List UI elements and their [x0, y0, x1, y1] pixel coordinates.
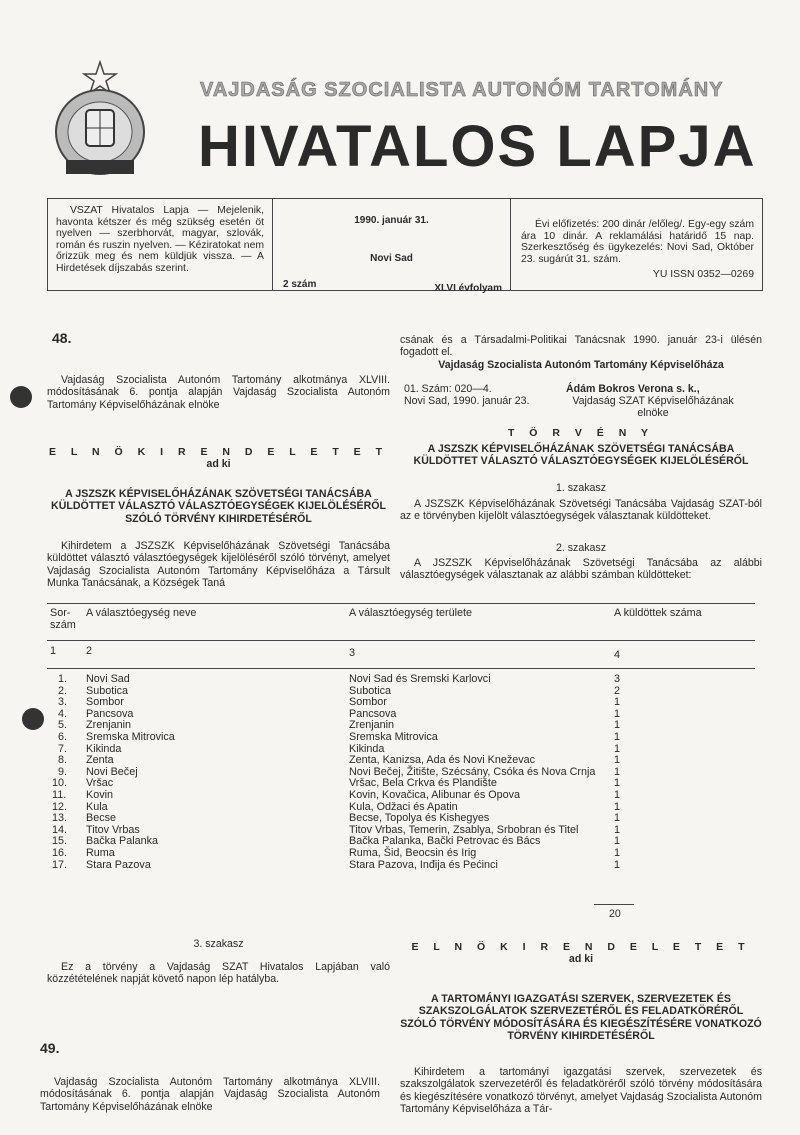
cell-serial: 2. — [58, 684, 68, 697]
cell-count: 1 — [614, 754, 621, 767]
publication-info-box — [47, 198, 763, 294]
binder-hole — [10, 386, 32, 408]
title-48: A JSZSZK KÉPVISELŐHÁZÁNAK SZÖVETSÉGI TANÁCSÁBA KÜLDÖTTET VÁLASZTÓ VÁLASZTÓEGYSÉGEK KIJELÖLÉSÉRŐL SZÓLÓ TÖRVÉNY KIHIRDETÉSÉRŐL — [51, 488, 386, 525]
header-area: A választóegység területe — [349, 607, 473, 619]
cell-serial: 12. — [52, 800, 68, 813]
cell-area: Ruma, Šid, Beocsin és Irig — [349, 846, 477, 859]
cell-serial: 16. — [52, 846, 68, 859]
cell-count: 1 — [614, 777, 621, 790]
table-row — [50, 709, 762, 721]
cell-count: 1 — [614, 730, 621, 743]
cell-count: 1 — [614, 765, 621, 778]
publication-notice: VSZAT Hivatalos Lapja — Mejelenik, havonta kétszer és még szükség esetén öt nyelven — szerbhorvát, magyar, szlovák, román és ruszin nyelven. — Kéziratokat nem őrizzük meg és nem küldjük vissza. — A Hirdetések díjszabás szerint. — [48, 199, 273, 290]
reference-date: Novi Sad, 1990. január 23. — [404, 395, 530, 407]
table-row — [50, 755, 762, 767]
cell-area: Stara Pazova, Inđija és Pećinci — [349, 858, 498, 871]
cell-name: Titov Vrbas — [86, 823, 140, 836]
section-1-heading: 1. szakasz — [555, 482, 607, 494]
cell-count: 2 — [614, 684, 621, 697]
title-49: A TARTOMÁNYI IGAZGATÁSI SZERVEK, SZERVEZETEK ÉS SZAKSZOLGÁLATOK SZERVEZETÉRŐL ÉS FELADATKÖRÉRŐL SZÓLÓ TÖRVÉNY MÓDOSÍTÁSÁRA ÉS KIEGÉSZÍTÉSÉRE VONATKOZÓ TÖRVÉNY KIHIRDETÉSÉRŐL — [400, 993, 762, 1043]
section-number-49: 49. — [40, 1040, 60, 1056]
cell-name: Kovin — [86, 788, 114, 801]
cell-area: Kovin, Kovačica, Alibunar és Opova — [349, 788, 521, 801]
cell-serial: 5. — [58, 719, 68, 732]
table-row — [50, 674, 762, 686]
issue-info — [273, 199, 511, 294]
table-row — [50, 697, 762, 709]
cell-serial: 7. — [58, 742, 68, 755]
signer-body: Vajdaság Szocialista Autonóm Tartomány Képviselőháza — [438, 359, 724, 371]
cell-area: Pancsova — [349, 707, 397, 720]
body-48-continued: csának és a Társadalmi-Politikai Tanácsnak 1990. január 23-i ülésén fogadott el. — [400, 334, 762, 359]
decree-heading-49: E L N Ö K I R E N D E L E T E T — [411, 941, 751, 953]
cell-area: Becse, Topolya és Kishegyes — [349, 812, 490, 825]
issue-date: 1990. január 31. — [354, 215, 429, 226]
cell-area: Novi Sad és Sremski Karlovci — [349, 673, 491, 685]
table-row — [50, 813, 762, 825]
body-48: Kihirdetem a JSZSZK Képviselőházának Szövetségi Tanácsába küldöttet választó választóegységek kijelöléséről szóló törvényt, amelyet Vajdaság Szocialista Autonóm Tartomány Képviselőháza a Társult Munka Tanácsának, a Községek Taná — [47, 540, 390, 590]
section-number-48: 48. — [52, 330, 72, 346]
column-number-row — [50, 642, 762, 674]
issue-volume: XLVI évfolyam — [434, 283, 502, 294]
cell-count: 1 — [614, 812, 621, 825]
cell-count: 1 — [614, 800, 621, 813]
coat-of-arms-emblem — [52, 60, 148, 186]
cell-count: 1 — [614, 719, 621, 732]
cell-name: Sombor — [86, 696, 124, 709]
total-delegates: 20 — [609, 908, 621, 920]
section-1-text: A JSZSZK Képviselőházának Szövetségi Tanácsába Vajdaság SZAT-ból az e törvényben kijelölt választóegységek választanak küldötteket. — [400, 498, 762, 523]
cell-area: Sremska Mitrovica — [349, 730, 438, 743]
section-3-heading: 3. szakasz — [193, 938, 244, 950]
cell-serial: 3. — [58, 696, 68, 709]
cell-serial: 15. — [52, 835, 68, 848]
cell-area: Titov Vrbas, Temerin, Zsablya, Srbobran és Titel — [349, 823, 579, 836]
cell-serial: 9. — [58, 765, 68, 778]
issn: YU ISSN 0352—0269 — [652, 269, 754, 281]
header-name: A választóegység neve — [86, 607, 197, 619]
cell-count: 1 — [614, 742, 621, 755]
cell-count: 1 — [614, 823, 621, 836]
cell-area: Kikinda — [349, 742, 385, 755]
cell-area: Vršac, Bela Crkva és Plandište — [349, 777, 497, 790]
cell-area: Sombor — [349, 696, 387, 709]
cell-name: Kikinda — [86, 742, 122, 755]
body-49: Kihirdetem a tartományi igazgatási szervek, szervezetek és szakszolgálatok szervezetéről és feladatköréről szóló törvény módosítására és kiegészítésére vonatkozó törvényt, amelyet Vajdaság Szocialista Autonóm Tartomány Képviselőháza a Tár- — [400, 1066, 762, 1116]
cell-area: Subotica — [349, 684, 392, 697]
cell-serial: 11. — [52, 788, 67, 801]
column-number: 2 — [86, 645, 93, 657]
section-3-text: Ez a törvény a Vajdaság SZAT Hivatalos Lapjában való közzétételének napját követő napon lép hatályba. — [47, 961, 390, 986]
table-header-row — [50, 608, 762, 642]
binder-hole — [22, 708, 44, 730]
column-number: 3 — [349, 647, 356, 659]
issue-place: Novi Sad — [370, 253, 413, 264]
total-rule — [594, 904, 634, 905]
cell-serial: 13. — [52, 812, 68, 825]
preamble-48: Vajdaság Szocialista Autonóm Tartomány alkotmánya XLVIII. módosításának 6. pontja alapján Vajdaság Szocialista Autonóm Tartomány Képviselőházának elnöke — [47, 374, 390, 411]
cell-name: Vršac — [86, 777, 114, 790]
cell-serial: 17. — [52, 858, 68, 871]
preamble-49: Vajdaság Szocialista Autonóm Tartomány alkotmánya XLVIII. módosításának 6. pontja alapján Vajdaság Szocialista Autonóm Tartomány Képviselőházának elnöke — [40, 1076, 380, 1113]
cell-count: 1 — [614, 788, 621, 801]
masthead-subtitle: VAJDASÁG SZOCIALISTA AUTONÓM TARTOMÁNY — [200, 79, 724, 101]
cell-name: Pancsova — [86, 707, 134, 720]
header-serial: Sor- szám — [50, 607, 76, 631]
cell-name: Sremska Mitrovica — [86, 730, 175, 743]
subscription-info — [511, 199, 762, 290]
ad-ki-49: ad ki — [568, 953, 594, 965]
cell-count: 3 — [614, 673, 621, 685]
reference-number: 01. Szám: 020—4. — [404, 383, 492, 395]
cell-name: Zrenjanin — [86, 719, 132, 732]
cell-count: 1 — [614, 835, 621, 848]
signer-role: Vajdaság SZAT Képviselőházának elnöke — [572, 395, 734, 420]
cell-name: Novi Bečej — [86, 765, 138, 778]
table-row — [50, 860, 762, 872]
table-row — [50, 848, 762, 860]
signer-name: Ádám Bokros Verona s. k., — [566, 383, 700, 395]
law-title: A JSZSZK KÉPVISELŐHÁZÁNAK SZÖVETSÉGI TANÁCSÁBA KÜLDÖTTET VÁLASZTÓ VÁLASZTÓEGYSÉGEK KIJELÖLÉSÉRŐL — [413, 443, 749, 468]
cell-count: 1 — [614, 696, 621, 709]
cell-serial: 6. — [58, 730, 68, 743]
cell-name: Subotica — [86, 684, 129, 697]
table-row — [50, 732, 762, 744]
law-heading: T Ö R V É N Y — [507, 427, 655, 439]
column-number: 1 — [50, 645, 57, 657]
cell-count: 1 — [614, 858, 621, 871]
header-count: A küldöttek száma — [614, 607, 702, 619]
table-row — [50, 686, 762, 698]
cell-serial: 4. — [58, 707, 68, 720]
cell-name: Ruma — [86, 846, 115, 859]
cell-serial: 14. — [52, 823, 68, 836]
delegates-table — [50, 608, 762, 871]
masthead-title: HIVATALOS LAPJA — [198, 114, 757, 179]
cell-area: Zrenjanin — [349, 719, 395, 732]
cell-name: Bačka Palanka — [86, 835, 159, 848]
table-row — [50, 790, 762, 802]
section-2-text: A JSZSZK Képviselőházának Szövetségi Tanácsába az alábbi választóegységek választanak az alábbi számban küldötteket: — [400, 557, 762, 582]
cell-area: Zenta, Kanizsa, Ada és Novi Kneževac — [349, 754, 536, 767]
decree-heading-48: E L N Ö K I R E N D E L E T E T — [48, 446, 389, 458]
cell-area: Novi Bečej, Žitište, Szécsány, Csóka és Nova Crnja — [349, 765, 596, 778]
cell-count: 1 — [614, 846, 621, 859]
subscription-text: Évi előfizetés: 200 dinár /előleg/. Egy-egy szám ára 10 dinár. A reklamálási határidő 15 nap. Szerkesztőség és ügykezelés: Novi Sad, Október 23. sugárút 31. szám. — [521, 219, 754, 265]
cell-serial: 10. — [52, 777, 68, 790]
cell-area: Kula, Odžaci és Apatin — [349, 800, 458, 813]
cell-serial: 8. — [58, 754, 68, 767]
cell-name: Novi Sad — [86, 673, 130, 685]
cell-name: Zenta — [86, 754, 114, 767]
cell-area: Bačka Palanka, Bački Petrovac és Bács — [349, 835, 541, 848]
column-number: 4 — [614, 649, 621, 661]
cell-serial: 1. — [58, 673, 68, 685]
table-rule — [47, 603, 755, 604]
cell-name: Becse — [86, 812, 117, 825]
issue-number: 2 szám — [283, 279, 317, 290]
section-2-heading: 2. szakasz — [555, 542, 607, 554]
cell-name: Kula — [86, 800, 108, 813]
cell-count: 1 — [614, 707, 621, 720]
cell-name: Stara Pazova — [86, 858, 151, 871]
ad-ki-48: ad ki — [206, 458, 231, 470]
